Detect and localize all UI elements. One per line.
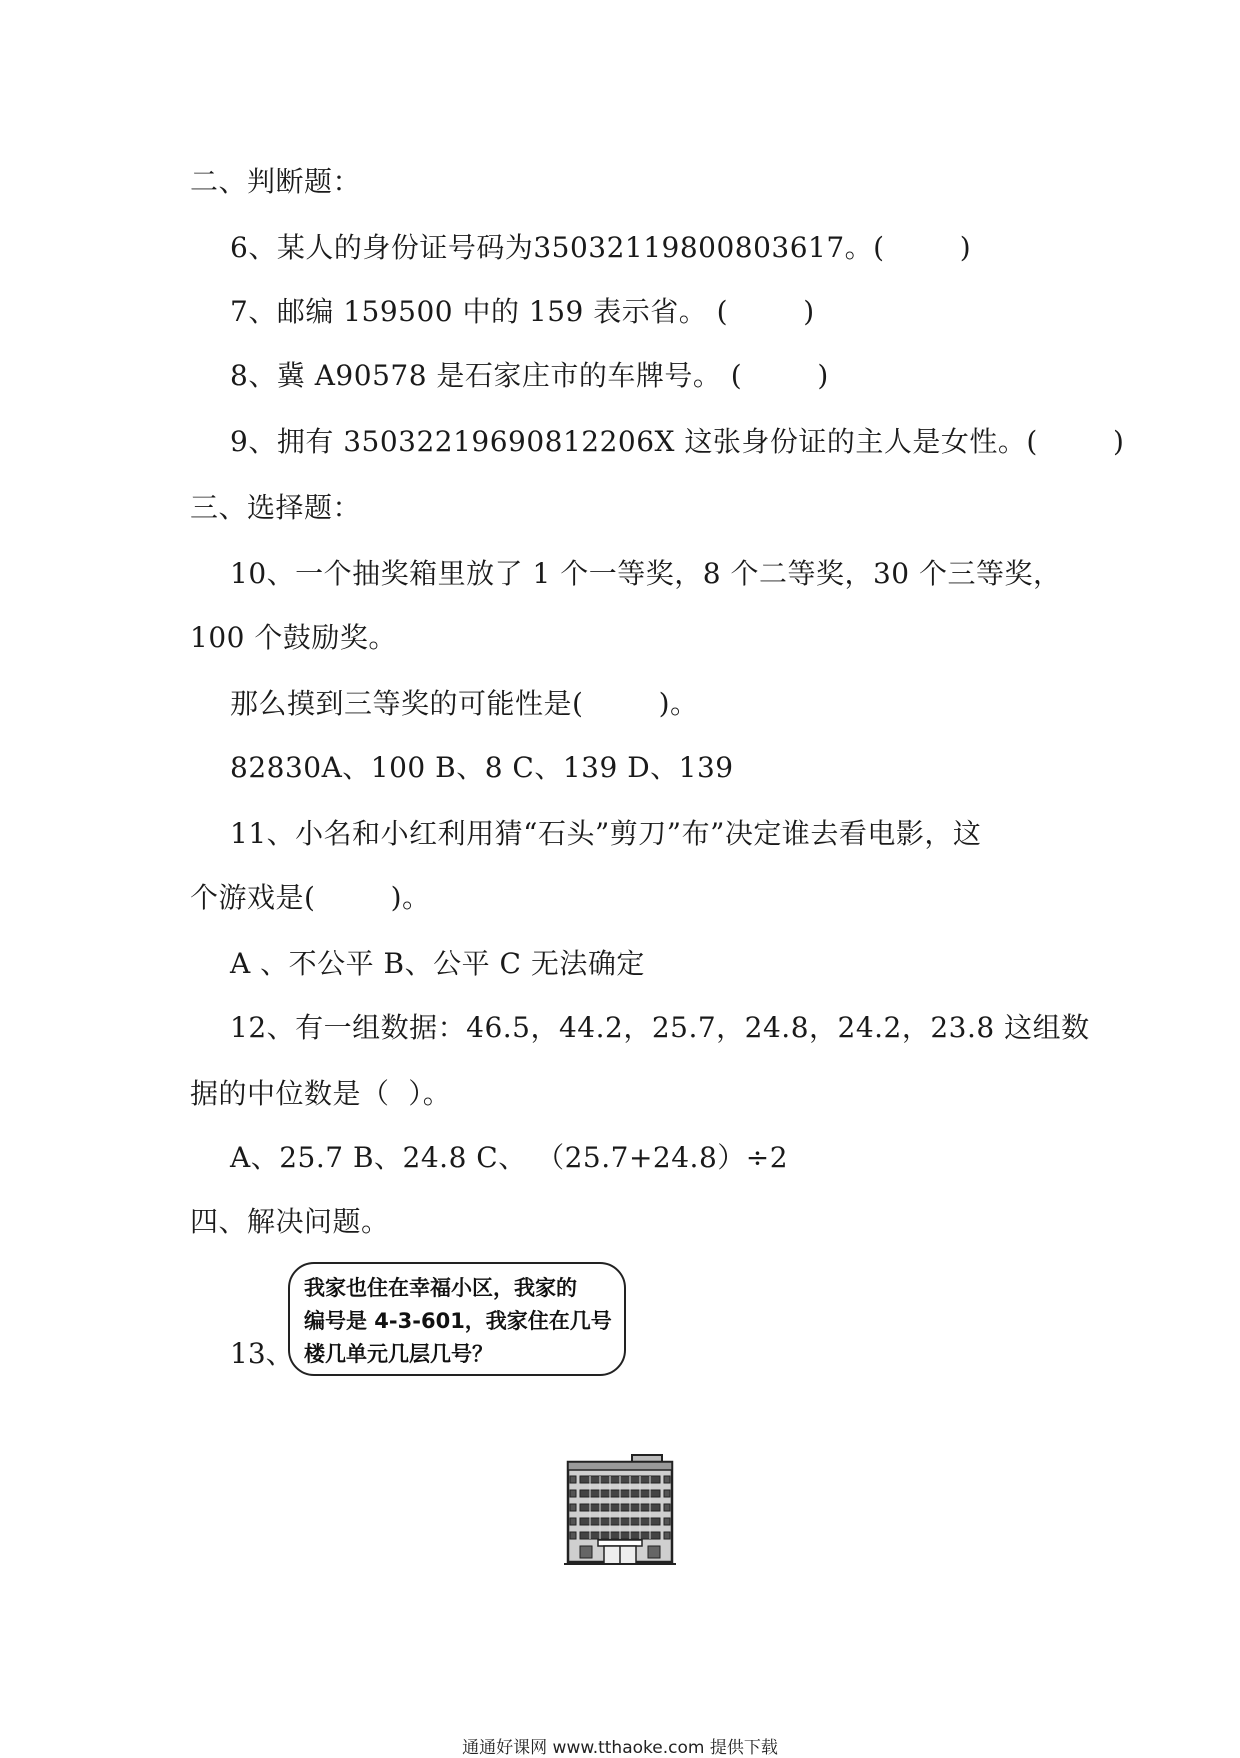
section2-heading: 二、判断题： (190, 165, 362, 198)
question-10-line1: 10、一个抽奖箱里放了 1 个一等奖，8 个二等奖，30 个三等奖， (230, 557, 1062, 590)
question-9: 9、拥有 35032219690812206X 这张身份证的主人是女性。( ) (230, 425, 1125, 458)
question-10-line3: 那么摸到三等奖的可能性是( )。 (230, 687, 699, 720)
speech-bubble (288, 1262, 626, 1376)
building-illustration (560, 1454, 680, 1578)
section3-heading: 三、选择题： (190, 491, 362, 524)
question-12-line1: 12、有一组数据：46.5，44.2，25.7，24.8，24.2，23.8 这组数 (230, 1011, 1090, 1044)
footer-credit: 通通好课网 www.tthaoke.com 提供下载 (462, 1738, 778, 1758)
building-icon (560, 1454, 680, 1574)
bubble-line-2: 编号是 4-3-601，我家住在几号 (304, 1309, 612, 1333)
question-11-options: A 、不公平 B、公平 C 无法确定 (230, 947, 645, 980)
bubble-line-1: 我家也住在幸福小区，我家的 (304, 1276, 577, 1300)
question-7: 7、邮编 159500 中的 159 表示省。 ( ) (230, 295, 815, 328)
question-11-line2: 个游戏是( )。 (190, 881, 431, 914)
question-13-number: 13、 (230, 1337, 294, 1370)
question-8: 8、冀 A90578 是石家庄市的车牌号。 ( ) (230, 359, 829, 392)
question-12-line2: 据的中位数是（ ）。 (190, 1077, 452, 1110)
question-12-options: A、25.7 B、24.8 C、 （25.7+24.8）÷2 (230, 1141, 789, 1174)
section4-heading: 四、解决问题。 (190, 1205, 390, 1238)
bubble-line-3: 楼几单元几层几号？ (304, 1342, 493, 1366)
question-10-line2: 100 个鼓励奖。 (190, 621, 397, 654)
question-10-options: 82830A、100 B、8 C、139 D、139 (230, 751, 734, 784)
question-11-line1: 11、小名和小红利用猜“石头”剪刀”布”决定谁去看电影，这 (230, 817, 982, 850)
question-6: 6、某人的身份证号码为35032119800803617。( ) (230, 231, 972, 264)
